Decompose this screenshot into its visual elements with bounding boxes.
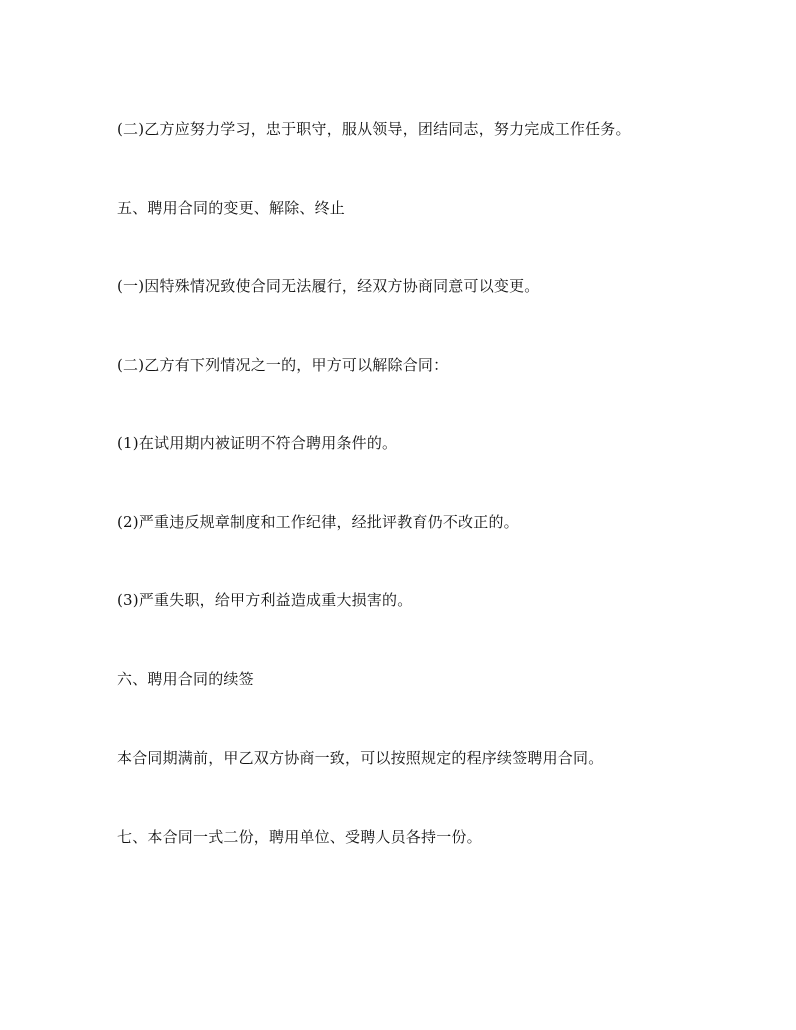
paragraph-change-a: (一)因特殊情况致使合同无法履行，经双方协商同意可以变更。 — [117, 277, 540, 295]
list-item-termination-3: (3)严重失职，给甲方利益造成重大损害的。 — [117, 591, 413, 609]
paragraph-termination-b: (二)乙方有下列情况之一的，甲方可以解除合同： — [117, 356, 449, 374]
section-heading-five: 五、聘用合同的变更、解除、终止 — [117, 199, 346, 217]
paragraph-duty-b: (二)乙方应努力学习，忠于职守，服从领导，团结同志，努力完成工作任务。 — [117, 120, 631, 138]
section-heading-six: 六、聘用合同的续签 — [117, 670, 254, 688]
list-item-termination-2: (2)严重违反规章制度和工作纪律，经批评教育仍不改正的。 — [117, 513, 519, 531]
list-item-termination-1: (1)在试用期内被证明不符合聘用条件的。 — [117, 434, 398, 452]
paragraph-renewal: 本合同期满前，甲乙双方协商一致，可以按照规定的程序续签聘用合同。 — [117, 749, 604, 767]
section-heading-seven: 七、本合同一式二份，聘用单位、受聘人员各持一份。 — [117, 828, 482, 846]
